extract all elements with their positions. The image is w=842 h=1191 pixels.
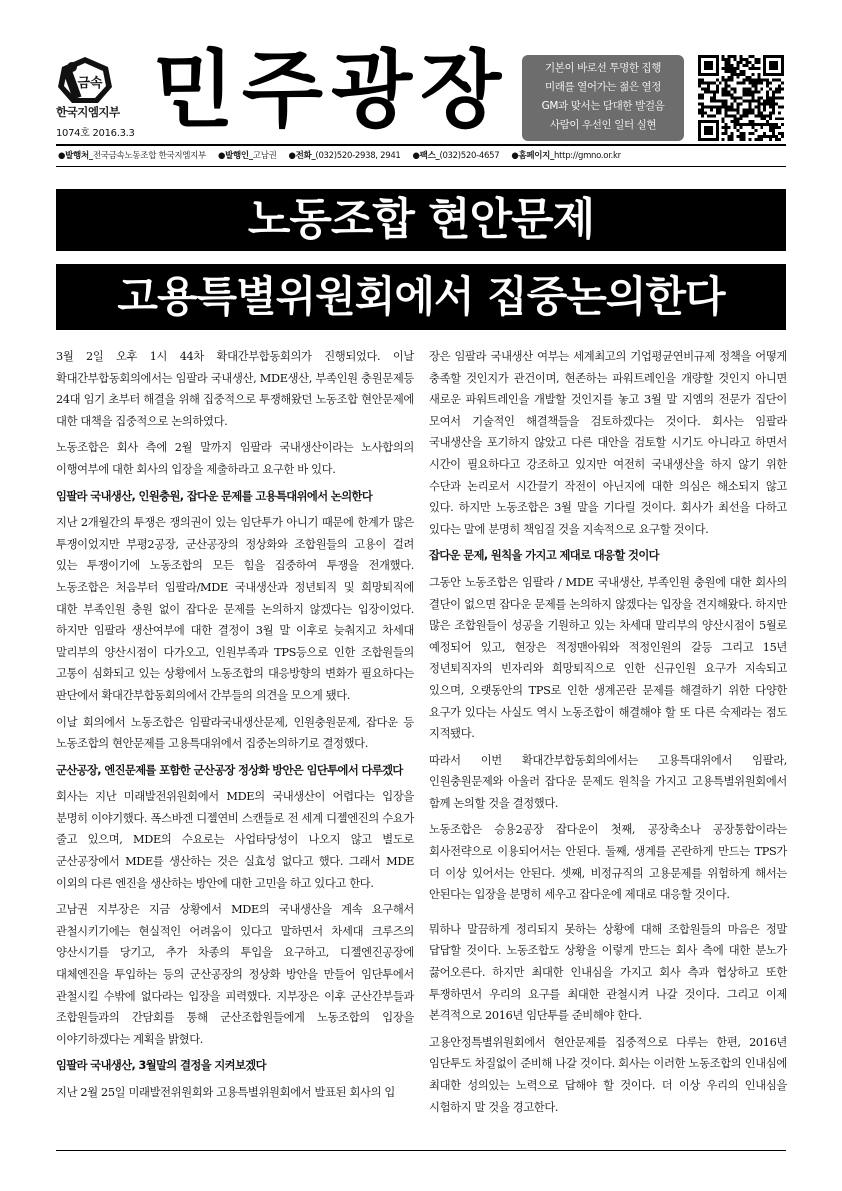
paragraph: 지난 2월 25일 미래발전위원회와 고용특별위원회에서 발표된 회사의 입 [56,1086,395,1099]
newspaper-title: 민주광장 [152,41,510,139]
section-heading: 임팔라 국내생산, 3월말의 결정을 지켜보겠다 [56,1059,266,1073]
paragraph: 따라서 이번 확대간부합동회의에서는 고용특대위에서 임팔라, 인원충원문제와 아울러 잡다운 문제도 원칙을 가지고 고용특별위원회에서 함께 논의할 것을 결정했다. [429,753,787,810]
info-rule [56,166,786,167]
slogan-line: 미래를 열어가는 젊은 열정 [545,81,661,93]
article-column-right [429,346,787,1123]
section-heading: 임팔라 국내생산, 인원충원, 잡다운 문제를 고용특대위에서 논의한다 [56,489,373,503]
paragraph: 노동조합은 회사 측에 2월 말까지 임팔라 국내생산이라는 노사합의의 이행여부에 대한 회사의 입장을 제출하라고 요구한 바 있다. [56,441,414,476]
paragraph: 노동조합은 승용2공장 잡다운이 첫째, 공장축소나 공장통합이라는 회사전략으로 이용되어서는 안된다. 둘째, 생계를 곤란하게 만드는 TPS가 더 이상 있어서는 안된다. 셋째, 비정규직의 고용문제를 위험하게 해서는 안된다는 입장을 분명히 세우고 잡다운에 제대로 대응할 것이다. [429,823,787,902]
paragraph: 고남권 지부장은 지금 상황에서 MDE의 국내생산을 계속 요구해서 관철시키기에는 현실적인 어려움이 있다고 말하면서 차세대 크루즈의 양산시기를 당기고, 추가 차종의 투입을 요구하고, 디젤엔진공장에 대체엔진을 투입하는 등의 군산공장의 정상화 방안을 만들어 임단투에서 관철시킬 수밖에 없다라는 입장을 피력했다. 지부장은 이후 군산간부들과 조합원들과의 간담회를 통해 군산조합원들에게 노동조합의 입장을 이야기하겠다는 계획을 밝혔다. [56,903,414,1046]
issue-number: 1074호 2016.3.3 [56,128,135,139]
section-heading: 잡다운 문제, 원칙을 가지고 제대로 대응할 것이다 [429,549,659,563]
slogan-line: 사람이 우선인 일터 실현 [549,119,657,131]
slogan-line: GM과 맞서는 담대한 발걸음 [541,100,665,112]
paragraph: 장은 임팔라 국내생산 여부는 세계최고의 기업평균연비규제 정책을 어떻게 충족할 것인지가 관건이며, 현존하는 파워트레인을 개량할 것인지 아니면 새로운 파워트레인을 개발할 것인지를 놓고 3월 말 지엠의 전문가 집단이 모여서 기술적인 해결책들을 검토하겠다는 것이다. 회사는 임팔라 국내생산을 포기하지 않았고 다른 대안을 검토할 시기도 아니라고 하면서 시간이 필요하다고 강조하고 있지만 여전히 국내생산을 하지 않기 위한 수단과 논리로서 시간끌기 작전이 아닌지에 대한 의심은 해소되지 않고 있다. 하지만 노동조합은 3월 말을 기다릴 것이다. 회사가 최선을 다하고 있다는 말에 분명히 책임질 것을 지속적으로 요구할 것이다. [429,350,787,536]
article-column-left [56,346,414,1109]
qr-code[interactable] [698,55,784,141]
publication-info-bar [58,149,786,161]
paragraph: 3월 2일 오후 1시 44차 확대간부합동회의가 진행되었다. 이날 확대간부합동회의에서는 임팔라 국내생산, MDE생산, 부족인원 충원문제등 24대 임기 초부터 해결을 위해 집중적으로 투쟁해왔던 노동조합 현안문제에 대한 대책을 집중적으로 논의하였다. [56,350,414,428]
masthead-rule [56,144,786,146]
paragraph: 고용안정특별위원회에서 현안문제를 집중적으로 다루는 한편, 2016년 임단투도 차질없이 준비해 나갈 것이다. 회사는 이러한 노동조합의 인내심에 최대한 성의있는 노력으로 답해야 할 것이다. 더 이상 우리의 인내심을 시험하지 말 것을 경고한다. [429,1035,787,1114]
headline-line-1: 노동조합 현안문제 [56,189,786,251]
footer-rule [56,1150,786,1151]
headline-line-2: 고용특별위원회에서 집중논의한다 [56,264,786,330]
issuer-info: ●발행인_고남권 [217,151,277,161]
fax-info: ●팩스_(032)520-4657 [412,151,500,161]
slogan-line: 기본이 바로선 투명한 집행 [545,62,661,74]
paragraph: 뭐하나 말끔하게 정리되지 못하는 상황에 대해 조합원들의 마음은 정말 답답할 것이다. 노동조합도 상황을 이렇게 만드는 회사 측에 대한 분노가 끓어오른다. 하지만 최대한 인내심을 가지고 회사 측과 협상하고 또한 투쟁하면서 우리의 요구를 최대한 관철시켜 나갈 것이다. 그리고 이제 본격적으로 2016년 임단투를 준비해야 한다. [429,922,787,1023]
phone-info: ●전화_(032)520-2938, 2941 [288,151,401,161]
publisher-info: ●발행처_전국금속노동조합 한국지엠지부 [58,151,206,161]
logo-text: 금속 [77,76,103,91]
paragraph: 회사는 지난 미래발전위원회에서 MDE의 국내생산이 어렵다는 입장을 분명히 이야기했다. 폭스바겐 디젤연비 스캔들로 전 세계 디젤엔진의 수요가 줄고 있으며, MDE의 수요로는 사업타당성이 나오지 않고 별도로 군산공장에서 MDE를 생산하는 것은 실효성 없다고 했다. 그래서 MDE 이외의 다른 엔진을 생산하는 방안에 대한 고민을 하고 있다고 한다. [56,790,414,890]
slogan-box [522,55,684,141]
paragraph: 지난 2개월간의 투쟁은 쟁의권이 있는 임단투가 아니기 때문에 한계가 많은 투쟁이었지만 부평2공장, 군산공장의 정상화와 조합원들의 고용이 걸려 있는 투쟁이기에 노동조합의 모든 힘을 집중하여 투쟁을 전개했다. 노동조합은 처음부터 임팔라/MDE 국내생산과 정년퇴직 및 희망퇴직에 대한 부족인원 충원 없이 잡다운 문제를 논의하지 않겠다는 입장이었다. 하지만 임팔라 생산여부에 대한 결정이 3월 말 이후로 늦춰지고 차세대 말리부의 양산시점이 다가오고, 인원부족과 TPS등으로 인한 조합원들의 고통이 심화되고 있는 상황에서 노동조합의 대응방향의 변화가 필요하다는 판단에서 확대간부합동회의에서 간부들의 의견을 모으게 됐다. [56,516,414,702]
section-heading: 군산공장, 엔진문제를 포함한 군산공장 정상화 방안은 임단투에서 다루겠다 [56,763,403,777]
homepage-link[interactable]: ●홈페이지_http://gmno.or.kr [511,151,621,161]
paragraph: 이날 회의에서 노동조합은 임팔라국내생산문제, 인원충원문제, 잡다운 등 노동조합의 현안문제를 고용특대위에서 집중논의하기로 결정했다. [56,715,414,751]
branch-name: 한국지엠지부 [56,105,120,119]
paragraph: 그동안 노동조합은 임팔라 / MDE 국내생산, 부족인원 충원에 대한 회사의 결단이 없으면 잡다운 문제를 논의하지 않겠다는 입장을 견지해왔다. 하지만 많은 조합원들이 성공을 기원하고 있는 차세대 말리부의 양산시점이 5월로 예정되어 있고, 현장은 적정맨아워와 적정인원의 갈등 그리고 15년 정년퇴직자의 빈자리와 희망퇴직으로 인한 신규인원 요구가 지속되고 있으며, 오랫동안의 TPS로 인한 생계곤란 문제를 해결하기 위한 다양한 요구가 있다는 사실도 역시 노동조합이 해결해야 할 또 다른 숙제라는 점도 지적됐다. [429,575,787,741]
